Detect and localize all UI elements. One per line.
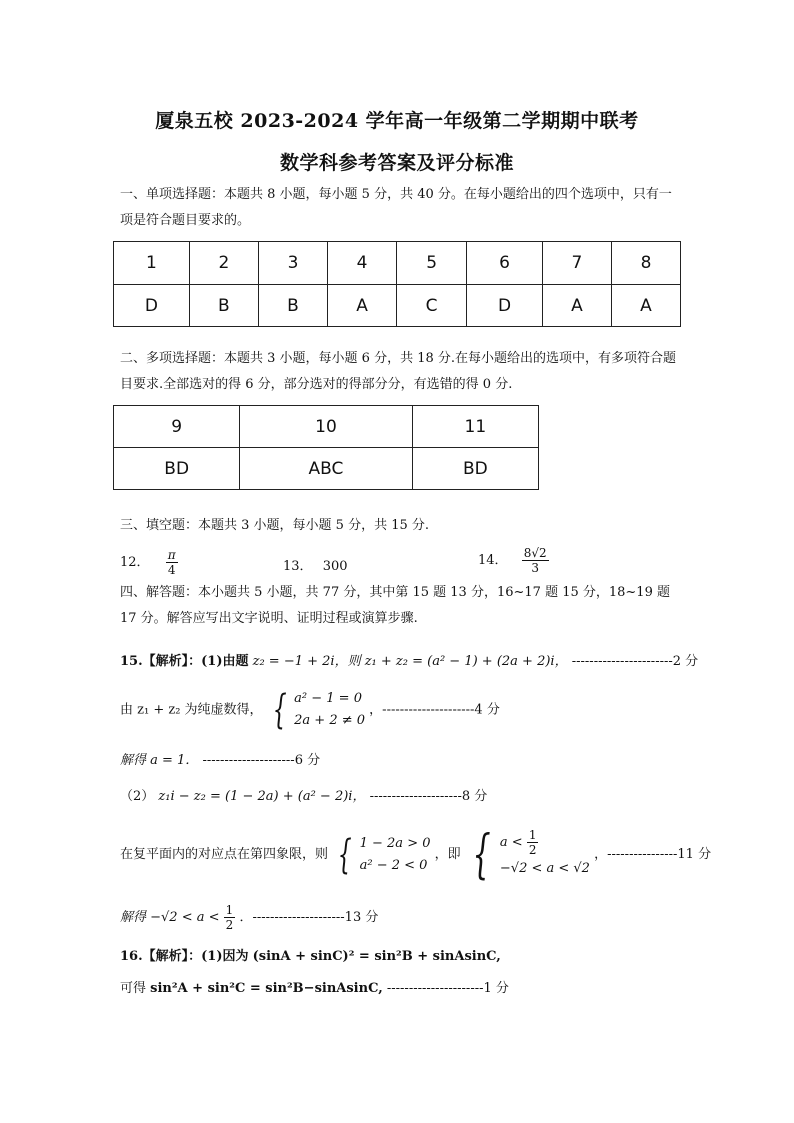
table-cell: 9: [114, 406, 240, 448]
fraction-denominator: 4: [167, 563, 176, 577]
multi-choice-answer-table: [113, 405, 539, 490]
inequality-system: [332, 833, 430, 877]
table-cell: 10: [240, 406, 412, 448]
q15-line3: [120, 749, 320, 768]
q14-fraction: [522, 546, 549, 575]
table-cell: B: [189, 285, 258, 327]
answer-12: [120, 548, 178, 577]
q15-then-text: ，即: [434, 847, 461, 862]
table-row-answers: [114, 448, 539, 490]
system-row: 2a + 2 ≠ 0: [294, 713, 366, 728]
section1-intro: 一、单项选择题：本题共 8 小题，每小题 5 分，共 40 分。在每小题给出的四个选项中，只有一项是符合题目要求的。: [120, 187, 672, 228]
fraction-numerator: 1: [528, 828, 537, 842]
single-choice-answer-table: [113, 241, 681, 327]
q16-heading: 16.【解析】：(1)因为: [120, 949, 249, 964]
table-cell: 4: [328, 242, 397, 285]
system-row: a² − 2 < 0: [359, 857, 428, 873]
inequality-left: a <: [499, 835, 523, 850]
table-row-numbers: [114, 406, 539, 448]
score-marker: ----------------------1 分: [386, 981, 509, 996]
brace-glyph: {: [272, 687, 287, 733]
table-row-numbers: [114, 242, 681, 285]
fraction-denominator: 3: [531, 561, 539, 575]
section4-intro: 四、解答题：本小题共 5 小题，共 77 分，其中第 15 题 13 分，16~17 题 15 分，18~19 题 17 分。解答应写出文字说明、证明过程或演算步骤.: [120, 585, 670, 626]
table-cell: BD: [114, 448, 240, 490]
system-row: a² − 1 = 0: [294, 691, 362, 706]
q15-part2-label: （2）: [120, 789, 155, 804]
q15-part2-expression: z₁i − z₂ = (1 − 2a) + (a² − 2)i，: [158, 789, 366, 804]
table-cell: 1: [114, 242, 190, 285]
table-cell: ABC: [240, 448, 412, 490]
q15-line1: [120, 650, 698, 669]
exam-title: 厦泉五校 2023-2024 学年高一年级第二学期期中联考: [155, 110, 639, 132]
q16-line1: [120, 945, 501, 964]
q15-result: 解得 a = 1．: [120, 753, 199, 768]
table-cell: A: [611, 285, 680, 327]
q14-label: 14．: [478, 553, 508, 568]
q15-heading: 15.【解析】：(1)由题: [120, 654, 249, 669]
score-marker: ---------------------6 分: [202, 753, 321, 768]
table-cell: 7: [542, 242, 611, 285]
q13-label: 13．: [283, 559, 313, 574]
table-cell: D: [467, 285, 543, 327]
table-cell: 3: [258, 242, 327, 285]
equation-system: [267, 688, 365, 732]
q15-line6: [120, 903, 378, 932]
q13-value: 300: [322, 559, 348, 574]
q12-label: 12．: [120, 555, 150, 570]
table-cell: C: [397, 285, 467, 327]
q15-line5: [120, 824, 712, 885]
table-cell: D: [114, 285, 190, 327]
answer-13: [283, 555, 348, 574]
fraction-denominator: 2: [225, 918, 234, 932]
half-fraction: [527, 828, 539, 857]
table-cell: 5: [397, 242, 467, 285]
table-cell: BD: [412, 448, 538, 490]
table-row-answers: [114, 285, 681, 327]
q16-derive-prefix: 可得: [120, 981, 147, 996]
q15-line2: [120, 688, 500, 732]
half-fraction: [224, 903, 236, 932]
score-marker: ．---------------------13 分: [239, 910, 379, 925]
table-cell: 11: [412, 406, 538, 448]
system-row: 1 − 2a > 0: [359, 835, 431, 851]
table-cell: 8: [611, 242, 680, 285]
fraction-denominator: 2: [528, 843, 537, 857]
fraction-numerator: 8√2: [523, 546, 547, 560]
exam-subtitle: 数学科参考答案及评分标准: [279, 152, 514, 174]
brace-glyph: {: [472, 824, 491, 885]
fraction-numerator: π: [167, 548, 176, 562]
q16-expression: (sinA + sinC)² = sin²B + sinAsinC,: [252, 949, 501, 964]
score-marker: ，----------------11 分: [594, 847, 712, 862]
section3-intro: 三、填空题：本题共 3 小题，每小题 5 分，共 15 分.: [120, 518, 430, 533]
table-cell: A: [542, 285, 611, 327]
table-cell: 2: [189, 242, 258, 285]
q15-final-range: 解得 −√2 < a <: [120, 910, 220, 925]
inequality-system-solved: [465, 824, 590, 885]
q15-expression: z₂ = −1 + 2i，则 z₁ + z₂ = (a² − 1) + (2a + 2)i，: [252, 654, 568, 669]
score-marker: ，---------------------4 分: [369, 702, 500, 718]
system-row: [500, 828, 590, 857]
system-row: −√2 < a < √2: [499, 861, 590, 876]
table-cell: 6: [467, 242, 543, 285]
q12-fraction: [166, 548, 178, 577]
q16-derived-expression: sin²A + sin²C = sin²B−sinAsinC,: [150, 981, 383, 996]
brace-glyph: {: [337, 831, 352, 878]
answer-14: [478, 546, 549, 575]
q16-line2: [120, 977, 509, 996]
score-marker: ---------------------8 分: [369, 789, 488, 804]
score-marker: -----------------------2 分: [571, 654, 699, 669]
table-cell: A: [328, 285, 397, 327]
fraction-numerator: 1: [225, 903, 234, 917]
q15-line4: [120, 785, 487, 804]
q15-quadrant-text: 在复平面内的对应点在第四象限，则: [120, 847, 329, 862]
q15-condition-prefix: 由 z₁ + z₂ 为纯虚数得，: [120, 702, 263, 718]
table-cell: B: [258, 285, 327, 327]
section2-intro: 二、多项选择题：本题共 3 小题，每小题 6 分，共 18 分.在每小题给出的选项中，有多项符合题目要求.全部选对的得 6 分，部分选对的得部分分，有选错的得 0 分.: [120, 351, 677, 392]
